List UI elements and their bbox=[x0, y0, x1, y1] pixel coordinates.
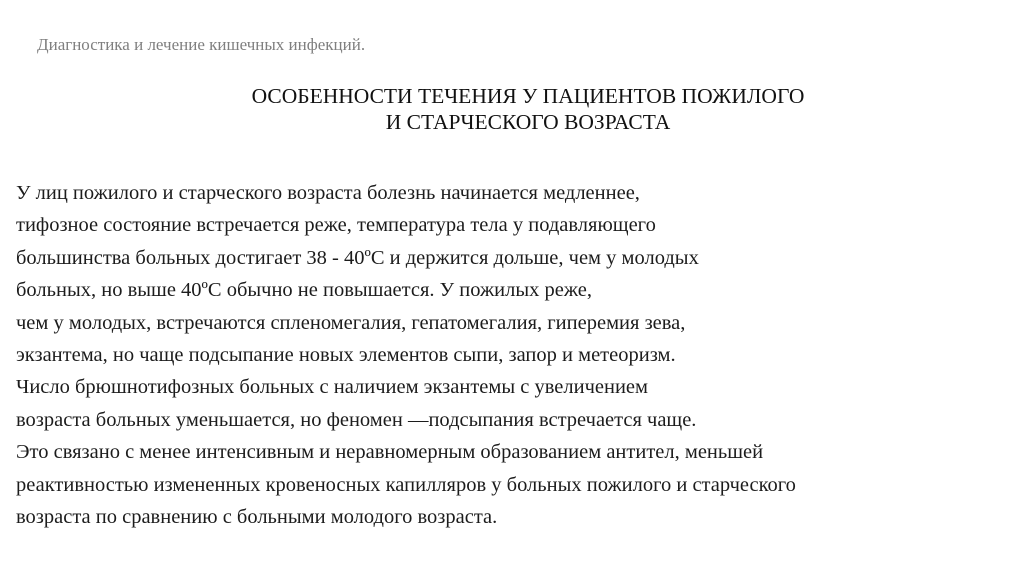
body-line: Это связано с менее интенсивным и неравномерным образованием антител, меньшей bbox=[16, 441, 764, 464]
body-line: больных, но выше 40ºC обычно не повышается. У пожилых реже, bbox=[16, 279, 592, 302]
title-line-2: И СТАРЧЕСКОГО ВОЗРАСТА bbox=[385, 110, 671, 134]
body-line: чем у молодых, встречаются спленомегалия, гепатомегалия, гиперемия зева, bbox=[16, 311, 686, 334]
body-line: реактивностью измененных кровеносных капилляров у больных пожилого и старческого bbox=[16, 473, 796, 496]
header-caption: Диагностика и лечение кишечных инфекций. bbox=[37, 35, 366, 54]
title-line-1: ОСОБЕННОСТИ ТЕЧЕНИЯ У ПАЦИЕНТОВ ПОЖИЛОГО bbox=[251, 84, 805, 108]
body-text bbox=[16, 177, 1016, 533]
body-line: большинства больных достигает 38 - 40ºC и держится дольше, чем у молодых bbox=[16, 246, 699, 269]
body-line: экзантема, но чаще подсыпание новых элементов сыпи, запор и метеоризм. bbox=[16, 344, 676, 367]
body-line: возраста по сравнению с больными молодого возраста. bbox=[16, 506, 498, 529]
body-line: тифозное состояние встречается реже, температура тела у подавляющего bbox=[16, 214, 656, 237]
slide-title bbox=[0, 83, 1024, 135]
body-line: возраста больных уменьшается, но феномен ―подсыпания встречается чаще. bbox=[16, 408, 697, 431]
body-line: У лиц пожилого и старческого возраста болезнь начинается медленнее, bbox=[16, 182, 640, 204]
body-line: Число брюшнотифозных больных с наличием экзантемы с увеличением bbox=[16, 376, 649, 399]
